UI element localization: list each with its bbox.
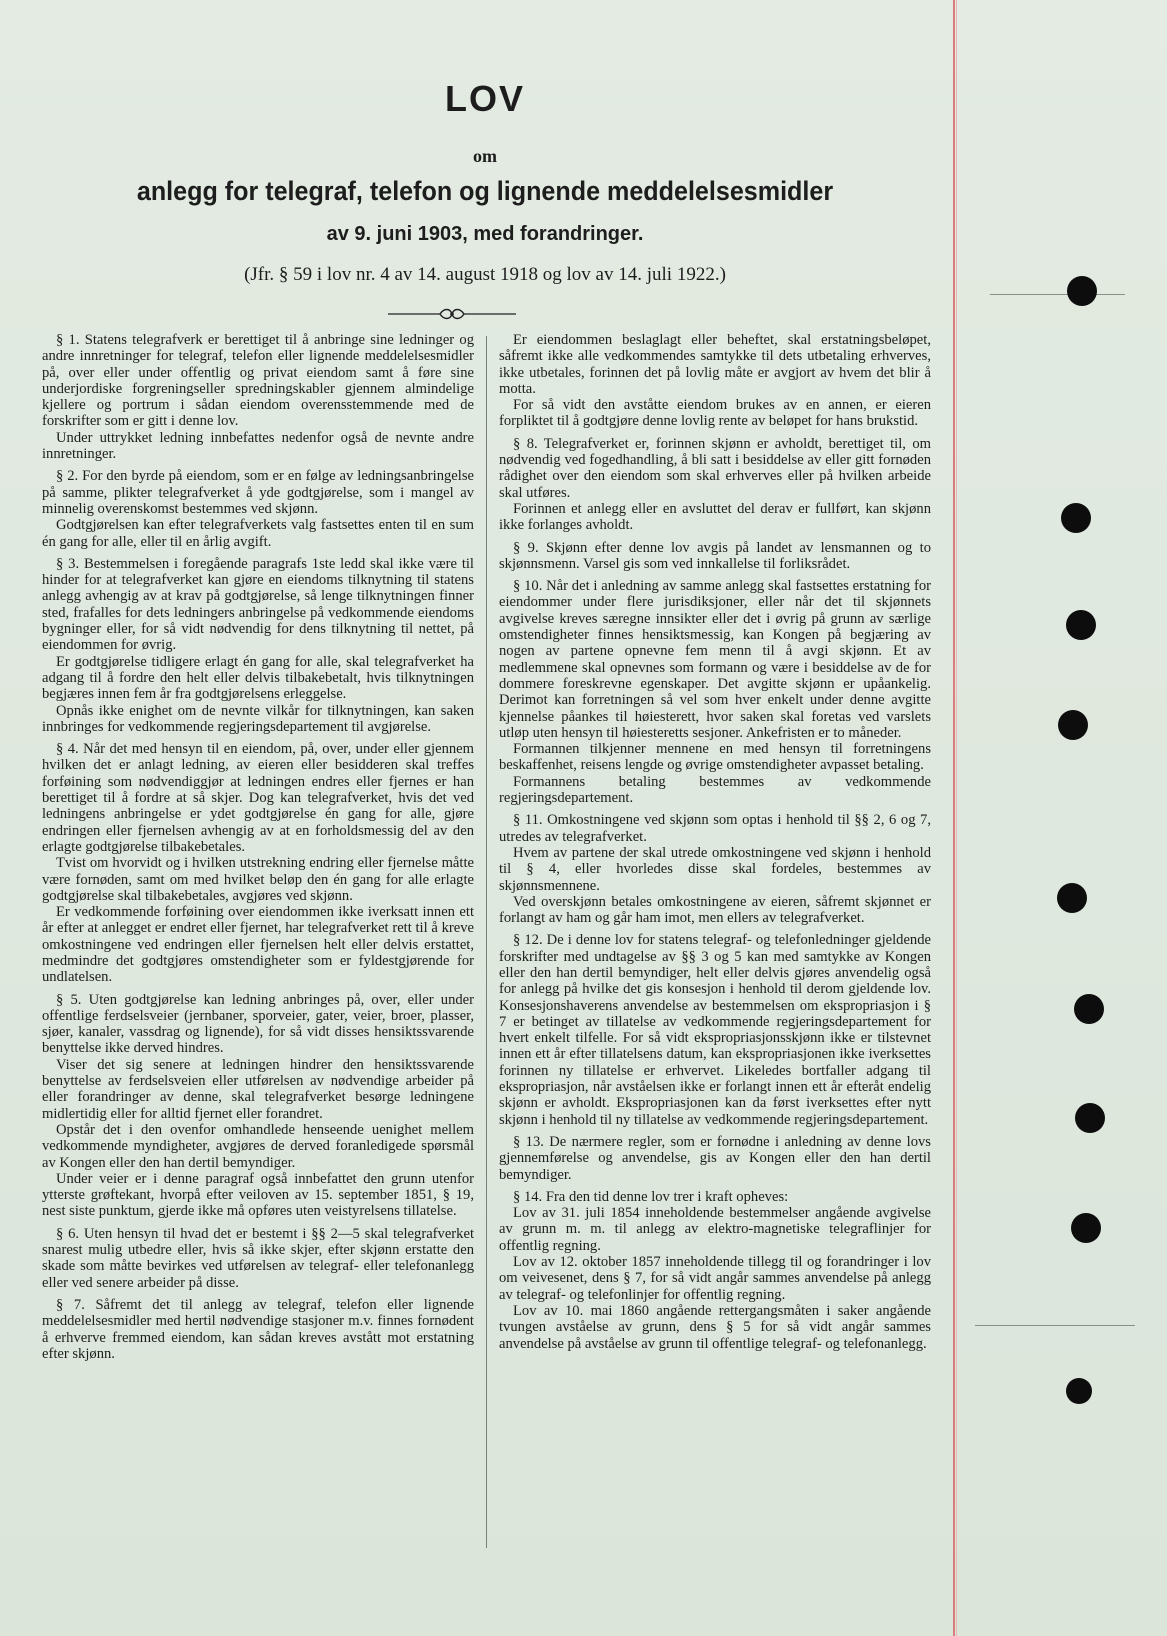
right-text-column [499, 332, 931, 1358]
paragraph: § 11. Omkostningene ved skjønn som optas i henhold til §§ 2, 6 og 7, utredes av telegrafverket. [499, 812, 931, 845]
ornament-divider-icon [388, 302, 516, 326]
binder-hole-icon [1075, 1103, 1105, 1133]
law-title: anlegg for telegraf, telefon og lignende meddelelsesmidler [136, 176, 834, 206]
torn-edge-line [975, 1325, 1135, 1326]
paragraph: Formannen tilkjenner mennene en med hensyn til forretningens beskaffenhet, reisens lengde og øvrige omstendigheter avpasset betaling. [499, 741, 931, 774]
law-reference: (Jfr. § 59 i lov nr. 4 av 14. august 1918 og lov av 14. juli 1922.) [244, 264, 726, 285]
binder-hole-icon [1058, 710, 1088, 740]
paragraph: Lov av 10. mai 1860 angående rettergangsmåten i saker angående tvungen avståelse av grunn, dens § 5 for så vidt angår sammes anvendelse på avståelse av grunn til offentlige telegraf- og telefonanlegg. [499, 1302, 931, 1352]
paragraph: Under uttrykket ledning innbefattes nedenfor også de nevnte andre innretninger. [42, 429, 474, 463]
paragraph: § 1. Statens telegrafverk er berettiget til å anbringe sine ledninger og andre innretninger for telegraf, telefon eller lignende meddelelsesmidler på, over eller under offentlig og privat eiendom samt å føre sine underjordiske forgreningseller spredningskabler gjennem almindelige kjellere og portrum i sådan eiendom overensstemmende med de forskrifter som er gitt i denne lov. [42, 332, 474, 430]
paragraph: § 12. De i denne lov for statens telegraf- og telefonledninger gjeldende forskrifter med undtagelse av §§ 3 og 5 kan med samtykke av Kongen eller den han dertil bemyndiger, helt eller delvis gjøres anvendelig også for anlegg på hvilke det gis konsesjon i henhold til derom gjeldende lov. Konsesjonshaverens anvendelse av bestemmelsen om ekspropriasjon i § 7 er betinget av tillatelse av vedkommende regjeringsdepartement for hvert enkelt tilfelle. For så vidt ekspropriasjonsskjønn ikke er tilstevnet innen ett år efter tillatelsens datum, kan ekspropriasjonen ikke iverksettes forinnen ny tillatelse er erhvervet. Likeledes bortfaller adgang til ekspropriasjon, når avståelsen ikke er forlangt innen ett år efteråt endelig skjønn er avholdt. Ekspropriasjonen kan da først iverksettes efter nytt skjønn i henhold til ny tillatelse av vedkommende regjeringsdepartement. [499, 932, 931, 1128]
paragraph: § 10. Når det i anledning av samme anlegg skal fastsettes erstatning for eiendommer under flere jurisdiksjoner, eller når det til skjønnets avgivelse kreves særegne innsikter eller det i øvrig på grunn av særlige omstendigheter finnes hensiktsmessig, kan Kongen på begjæring av nogen av partene opnevne fem menn til å avgi skjønn. Et av medlemmene skal opnevnes som formann og være i besiddelse av de for dommere foreskrevne egenskaper. Det avgitte skjønn er upåankelig. Derimot kan forretningen så vel som hver enkelt under denne avgitte kjennelse påankes til høiesterett, hvor saken skal foretas ved varslets utløp uten hensyn til høiesteretts sesjoner. Ankefristen er to måneder. [499, 578, 931, 741]
paragraph: § 13. De nærmere regler, som er fornødne i anledning av denne lovs gjennemførelse og anvendelse, gis av Kongen eller den han dertil bemyndiger. [499, 1133, 931, 1183]
red-margin-line-secondary [956, 0, 957, 1636]
paragraph: § 7. Såfremt det til anlegg av telegraf, telefon eller lignende meddelelsesmidler med hertil nødvendige stasjoner m.v. finnes fornødent å erhverve fremmed eiendom, kan sådan kreves avstått mot erstatning efter skjønn. [42, 1296, 474, 1362]
paragraph: Lov av 31. juli 1854 inneholdende bestemmelser angående avgivelse av grunn m. m. til anlegg av elektro-magnetiske telegraflinjer for offentlig regning. [499, 1205, 931, 1254]
left-text-column [42, 332, 474, 1368]
binder-hole-icon [1066, 610, 1096, 640]
torn-edge-line [990, 294, 1125, 295]
binder-hole-icon [1057, 883, 1087, 913]
paragraph: Opstår det i den ovenfor omhandlede henseende uenighet mellem vedkommende myndigheter, avgjøres de derved foranledigede spørsmål av Kongen eller den han dertil bemyndiger. [42, 1121, 474, 1171]
column-divider [486, 336, 487, 1548]
law-date: av 9. juni 1903, med forandringer. [326, 223, 644, 245]
paragraph: For så vidt den avståtte eiendom brukes av en annen, er eieren forpliktet til å godtgjøre denne lovlig rente av beløpet for hans brukstid. [499, 397, 931, 430]
binder-hole-icon [1067, 276, 1097, 306]
paragraph: Godtgjørelsen kan efter telegrafverkets valg fastsettes enten til en sum én gang for alle, eller til en årlig avgift. [42, 517, 474, 550]
paragraph: Opnås ikke enighet om de nevnte vilkår for tilknytningen, kan saken innbringes for vedkommende regjeringsdepartement til avgjørelse. [42, 702, 474, 735]
paragraph: § 14. Fra den tid denne lov trer i kraft opheves: [513, 1188, 789, 1205]
paragraph: Forinnen et anlegg eller en avsluttet del derav er fullført, kan skjønn ikke forlanges avholdt. [499, 500, 931, 534]
paragraph: Under veier er i denne paragraf også innbefattet den grunn utenfor ytterste grøftekant, hvorpå efter veiloven av 15. september 1851, § 19, nest siste punktum, gjerde ikke må opføres uten veistyrelsens tillatelse. [42, 1170, 474, 1220]
paragraph: Tvist om hvorvidt og i hvilken utstrekning endring eller fjernelse måtte være fornøden, samt om med hvilket beløp den én gang for alle erlagte godtgjørelse skal tilbakebetales, avgjøres ved skjønn. [42, 855, 474, 904]
paragraph: Viser det sig senere at ledningen hindrer den hensiktssvarende benyttelse av ferdselsveien eller utførelsen av nødvendige arbeider på eller forandringer av denne, skal telegrafverket besørge ledningene midlertidig eller for alltid fjernet eller forandret. [42, 1056, 474, 1122]
paragraph: Lov av 12. oktober 1857 inneholdende tillegg til og forandringer i lov om veivesenet, dens § 7, for så vidt angår sammes anvendelse på anlegg av telegraf- og telefonlinjer for offentlig regning. [499, 1254, 931, 1303]
law-heading: LOV [444, 78, 525, 119]
paragraph: § 6. Uten hensyn til hvad det er bestemt i §§ 2—5 skal telegrafverket snarest mulig utbedre eller, hvis så ikke skjer, efter skjønn erstatte den skade som måtte bevirkes ved utførelsen av telegraf- eller telefonanlegg eller ved senere arbeider på disse. [42, 1225, 474, 1291]
paragraph: Er eiendommen beslaglagt eller beheftet, skal erstatningsbeløpet, såfremt ikke alle vedkommendes samtykke til dets utbetaling erhverves, ikke utbetales, forinnen det på lovlig måte er avgjort av hvem det blir å motta. [499, 332, 931, 397]
paragraph: § 5. Uten godtgjørelse kan ledning anbringes på, over, eller under offentlige ferdselsveier (jernbaner, sporveier, gater, veier, broer, plasser, sjøer, kanaler, vassdrag og lignende), for så vidt disses hensiktssvarende benyttelse ikke derved hindres. [42, 991, 474, 1057]
law-heading-om: om [473, 146, 497, 166]
binder-hole-icon [1074, 994, 1104, 1024]
paragraph: § 2. For den byrde på eiendom, som er en følge av ledningsanbringelse på samme, plikter telegrafverket å yde godtgjørelse, som i mangel av minnelig overenskomst bestemmes ved skjønn. [42, 468, 474, 517]
paragraph: Ved overskjønn betales omkostningene av eieren, såfremt skjønnet er forlangt av ham og går ham imot, men ellers av telegrafverket. [499, 893, 931, 927]
paragraph: Hvem av partene der skal utrede omkostningene ved skjønn i henhold til § 4, eller hvorledes disse skal fordeles, bestemmes av skjønnsmennene. [499, 844, 931, 894]
red-margin-line [953, 0, 955, 1636]
paragraph: Formannens betaling bestemmes av vedkommende regjeringsdepartement. [499, 773, 931, 807]
paragraph: § 8. Telegrafverket er, forinnen skjønn er avholdt, berettiget til, om nødvendig ved fogedhandling, å bli satt i besiddelse av eller gitt fornøden rådighet over den eiendom som skal erhverves eller på hvilken arbeide skal utføres. [499, 435, 931, 501]
binder-hole-icon [1061, 503, 1091, 533]
binder-hole-icon [1071, 1213, 1101, 1243]
paragraph: Er vedkommende forføining over eiendommen ikke iverksatt innen ett år efter at anlegget er endret eller fjernet, har telegrafverket rett til å kreve omkostningene ved endringen eller fjernelsen helt eller delvis erstattet, medmindre det godtgjøres omstendigheter som er fyldestgjørende for undlatelsen. [42, 904, 474, 986]
paragraph: § 4. Når det med hensyn til en eiendom, på, over, under eller gjennem hvilken det er anlagt ledning, av eieren eller besidderen skal treffes forføining som nødvendiggjør at ledningen endres eller fjernes er han berettiget til å fordre at så skjer. Dog kan telegrafverket, hvis det ved ledningens anbringelse er ydet godtgjørelse én gang for alle, gjøre endringen eller fjernelsen avhengig av at en forholdsmessig del av den erlagte godtgjørelse tilbakebetales. [42, 741, 474, 855]
paragraph: Er godtgjørelse tidligere erlagt én gang for alle, skal telegrafverket ha adgang til å fordre den helt eller delvis tilbakebetalt, hvis tilknytningen begjæres innen fem år fra godtgjørelsens erleggelse. [42, 653, 474, 703]
paragraph: § 3. Bestemmelsen i foregående paragrafs 1ste ledd skal ikke være til hinder for at telegrafverket kan gjøre en eiendoms tilknytning til statens anlegg avhengig av at krav på godtgjørelse, så lenge tilknytningen finner sted, frafalles for dets ledningers anbringelse på vedkommende eiendoms bygninger eller, for så vidt nødvendig for dens tilknytning til nettet, på eiendommen for øvrig. [42, 555, 474, 654]
paragraph: § 9. Skjønn efter denne lov avgis på landet av lensmannen og to skjønnsmenn. Varsel gis som ved innkallelse til forliksrådet. [499, 539, 931, 572]
binder-hole-icon [1066, 1378, 1092, 1404]
